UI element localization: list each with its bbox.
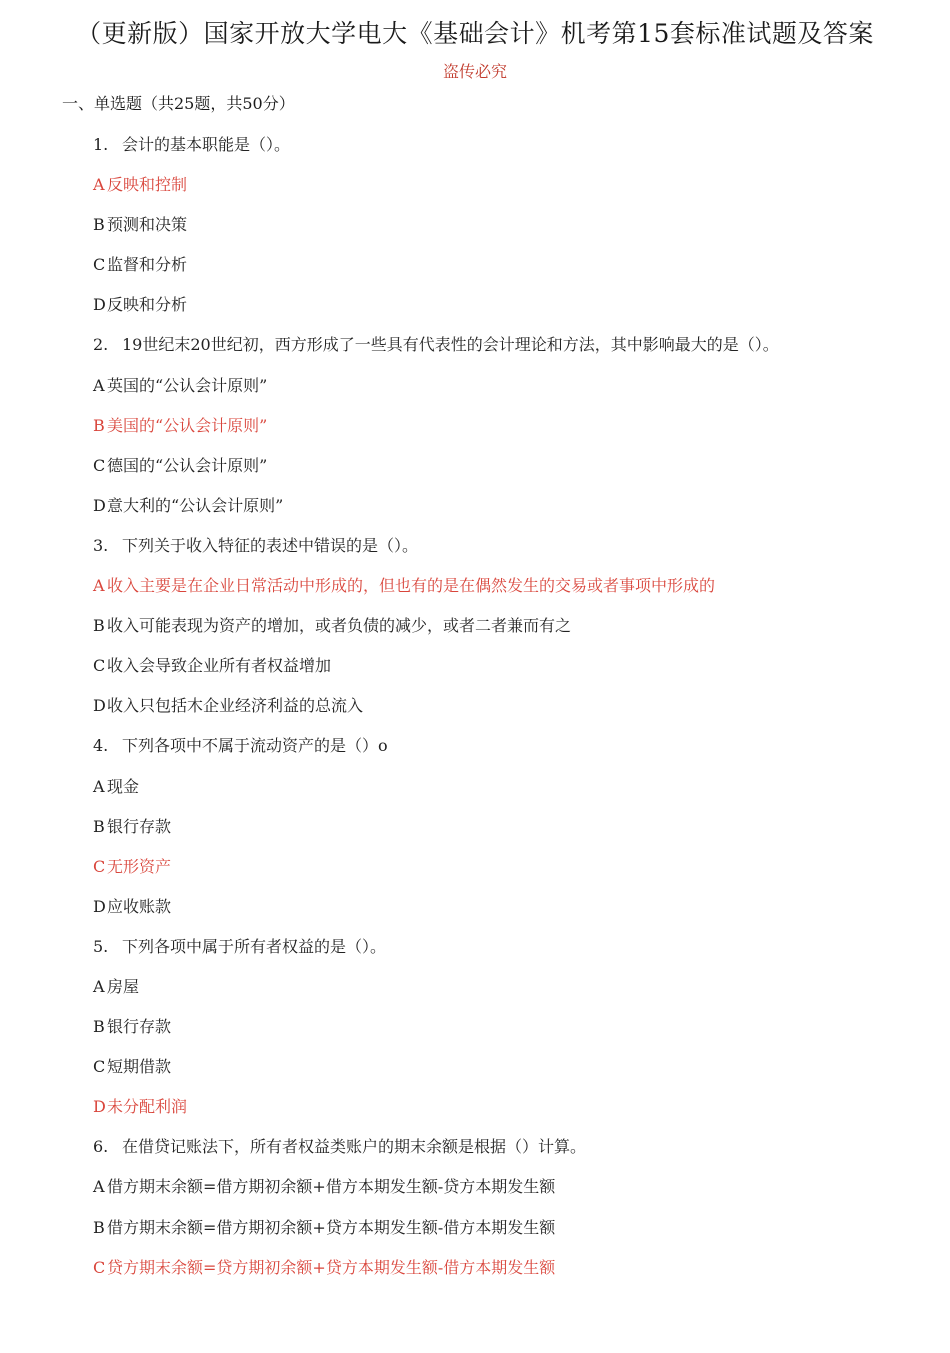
question-number: 2. — [93, 335, 109, 355]
option-letter: C — [93, 255, 106, 275]
option — [93, 655, 923, 695]
option-letter: B — [93, 215, 105, 235]
option-text: 预测和决策 — [107, 215, 188, 235]
option-text: 银行存款 — [107, 1017, 172, 1037]
option-text: 监督和分析 — [107, 255, 188, 275]
option-correct — [93, 415, 923, 455]
option — [93, 695, 923, 735]
question-text: 下列关于收入特征的表述中错误的是（）。 — [122, 535, 419, 555]
option-letter: C — [93, 656, 106, 676]
option-text: 房屋 — [107, 976, 140, 996]
question-text: 19世纪末20世纪初，西方形成了一些具有代表性的会计理论和方法，其中影响最大的是（）。 — [122, 335, 779, 355]
option-text: 现金 — [107, 776, 140, 796]
option — [93, 1176, 923, 1216]
option-text: 借方期末余额=借方期初余额+借方本期发生额-贷方本期发生额 — [107, 1177, 556, 1197]
question-text: 在借贷记账法下，所有者权益类账户的期末余额是根据（）计算。 — [122, 1137, 587, 1157]
option — [93, 254, 923, 294]
option-letter: B — [93, 1217, 105, 1237]
option-text: 短期借款 — [107, 1057, 172, 1077]
option-correct — [93, 575, 923, 615]
option-letter: D — [93, 1097, 106, 1117]
section-heading: 一、单选题（共25题，共50分） — [62, 94, 295, 113]
question-text: 下列各项中属于所有者权益的是（）。 — [122, 936, 387, 956]
option-correct — [93, 1257, 923, 1297]
option-text: 德国的“公认会计原则” — [107, 455, 268, 475]
option-letter: A — [93, 976, 105, 996]
option-correct — [93, 174, 923, 214]
question-stem — [93, 535, 923, 575]
question-stem — [93, 134, 923, 174]
option-correct — [93, 856, 923, 896]
option-correct — [93, 1096, 923, 1136]
option-letter: B — [93, 816, 105, 836]
question-stem — [93, 735, 923, 775]
option-letter: A — [93, 375, 105, 395]
question-stem — [93, 936, 923, 976]
question-stem — [93, 334, 923, 374]
option-letter: B — [93, 415, 105, 435]
option-letter: A — [93, 175, 105, 195]
question-number: 4. — [93, 736, 109, 756]
option-text: 反映和控制 — [107, 175, 188, 195]
option-letter: B — [93, 1017, 105, 1037]
option-letter: A — [93, 776, 105, 796]
option — [93, 455, 923, 495]
option — [93, 615, 923, 655]
option — [93, 495, 923, 535]
option-letter: C — [93, 1257, 106, 1277]
question-text: 下列各项中不属于流动资产的是（）o — [122, 736, 388, 756]
option-letter: D — [93, 295, 106, 315]
option-text: 收入会导致企业所有者权益增加 — [107, 656, 332, 676]
option-letter: C — [93, 1057, 106, 1077]
option-letter: D — [93, 495, 106, 515]
option-letter: A — [93, 576, 105, 596]
option-text: 收入可能表现为资产的增加，或者负债的减少，或者二者兼而有之 — [107, 616, 572, 636]
option-text: 美国的“公认会计原则” — [107, 415, 268, 435]
option — [93, 1217, 923, 1257]
option-letter: B — [93, 616, 105, 636]
option-letter: A — [93, 1177, 105, 1197]
question-text: 会计的基本职能是（）。 — [122, 135, 291, 154]
option-text: 收入只包括木企业经济利益的总流入 — [107, 696, 364, 716]
option-text: 应收账款 — [107, 896, 172, 916]
option — [93, 896, 923, 936]
option-letter: D — [93, 896, 106, 916]
option-text: 意大利的“公认会计原则” — [107, 495, 284, 515]
question-number: 3. — [93, 535, 109, 555]
option-text: 贷方期末余额=贷方期初余额+贷方本期发生额-借方本期发生额 — [107, 1257, 556, 1277]
question-number: 5. — [93, 936, 109, 956]
option-letter: D — [93, 696, 106, 716]
option — [93, 294, 923, 334]
option — [93, 375, 923, 415]
option-text: 反映和分析 — [107, 295, 188, 315]
document-subtitle: 盗传必究 — [442, 62, 507, 81]
option-text: 无形资产 — [107, 856, 172, 876]
option — [93, 976, 923, 1016]
option — [93, 776, 923, 816]
option — [93, 1016, 923, 1056]
question-number: 6. — [93, 1137, 109, 1157]
option-text: 收入主要是在企业日常活动中形成的，但也有的是在偶然发生的交易或者事项中形成的 — [107, 576, 716, 596]
question-number: 1. — [93, 135, 109, 154]
option-text: 未分配利润 — [107, 1097, 188, 1117]
option-text: 借方期末余额=借方期初余额+贷方本期发生额-借方本期发生额 — [107, 1217, 556, 1237]
option-text: 英国的“公认会计原则” — [107, 375, 268, 395]
option — [93, 214, 923, 254]
document-title: （更新版）国家开放大学电大《基础会计》机考第15套标准试题及答案 — [76, 19, 874, 48]
option — [93, 816, 923, 856]
question-list — [93, 134, 923, 1297]
option — [93, 1056, 923, 1096]
option-text: 银行存款 — [107, 816, 172, 836]
option-letter: C — [93, 455, 106, 475]
option-letter: C — [93, 856, 106, 876]
question-stem — [93, 1136, 923, 1176]
